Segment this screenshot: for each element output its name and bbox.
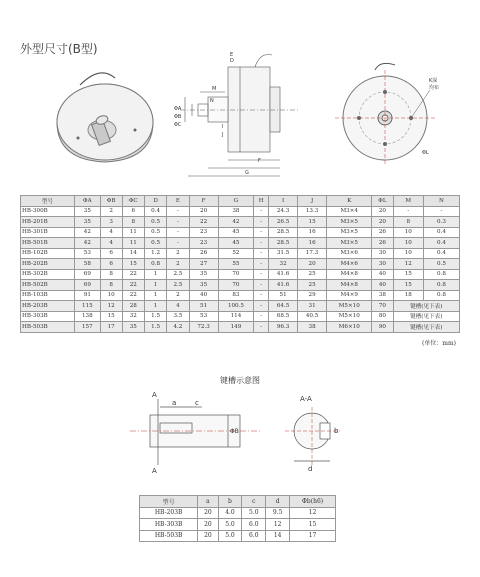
table-row — [21, 259, 460, 270]
front-view-drawing — [330, 60, 450, 170]
table-cell: 8 — [100, 280, 122, 291]
table-cell: 42 — [75, 227, 101, 238]
table-cell: 6 — [122, 206, 144, 217]
table-cell: 52 — [218, 248, 254, 259]
table-cell: 20 — [189, 206, 218, 217]
table-cell: 30 — [372, 248, 393, 259]
column-header: E — [167, 196, 189, 207]
table-cell: - — [167, 206, 189, 217]
table-cell: HB-501B — [21, 238, 75, 249]
table-row — [140, 519, 336, 531]
svg-text:D: D — [230, 58, 234, 64]
table-cell: 1.5 — [144, 322, 166, 333]
table-cell: 20 — [198, 530, 218, 542]
table-row — [21, 301, 460, 312]
key-label-phib: ΦB — [230, 428, 239, 435]
table-cell: 115 — [75, 301, 101, 312]
table-cell: 键槽(见下表) — [393, 301, 459, 312]
table-cell: 2.5 — [167, 269, 189, 280]
table-cell: 22 — [122, 280, 144, 291]
table-row — [21, 238, 460, 249]
column-header: d — [266, 496, 290, 508]
table-cell: 3.5 — [167, 311, 189, 322]
table-cell: 11 — [122, 238, 144, 249]
column-header: ΦL — [372, 196, 393, 207]
table-cell: M3×5 — [327, 238, 372, 249]
table-cell: 0.4 — [423, 238, 459, 249]
table-cell: M3×5 — [327, 217, 372, 228]
table-cell: 3 — [100, 217, 122, 228]
table-cell: 157 — [75, 322, 101, 333]
column-header: K — [327, 196, 372, 207]
table-cell: 25 — [298, 269, 327, 280]
table-cell: 70 — [218, 269, 254, 280]
table-row — [21, 269, 460, 280]
table-cell: 53 — [189, 311, 218, 322]
table-cell: 8 — [122, 217, 144, 228]
table-cell: 20 — [298, 259, 327, 270]
column-header: ΦB — [100, 196, 122, 207]
table-cell: 24.3 — [269, 206, 298, 217]
table-cell: 键槽(见下表) — [393, 311, 459, 322]
table-cell: 23 — [189, 227, 218, 238]
table-cell: M3×4 — [327, 206, 372, 217]
table-cell: M4×6 — [327, 259, 372, 270]
table-cell: M4×8 — [327, 269, 372, 280]
table-cell: 83 — [218, 290, 254, 301]
table-cell: 22 — [189, 217, 218, 228]
dimension-table — [20, 195, 460, 333]
table-cell: 15 — [122, 259, 144, 270]
table-cell: 2 — [167, 248, 189, 259]
keyway-title: 键槽示意图 — [220, 376, 260, 385]
table-cell: 32 — [122, 311, 144, 322]
keyway-table — [139, 495, 336, 542]
table-cell: 17.3 — [298, 248, 327, 259]
table-cell: 2 — [167, 290, 189, 301]
table-cell: HB-203B — [21, 301, 75, 312]
key-label-b: b — [334, 427, 339, 435]
unit-note: (单位：mm) — [421, 340, 456, 347]
table-cell: 58 — [75, 259, 101, 270]
table-cell: - — [254, 259, 269, 270]
table-cell: HB-502B — [21, 280, 75, 291]
table-cell: 0.5 — [423, 259, 459, 270]
table-cell: 18 — [393, 290, 423, 301]
table-cell: 96.3 — [269, 322, 298, 333]
table-row — [21, 206, 460, 217]
table-cell: 32 — [269, 259, 298, 270]
column-header: M — [393, 196, 423, 207]
table-cell: 26 — [372, 238, 393, 249]
table-cell: M6×10 — [327, 322, 372, 333]
table-row — [21, 280, 460, 291]
table-cell: 12 — [393, 259, 423, 270]
table-row — [21, 290, 460, 301]
table-cell: 26 — [372, 227, 393, 238]
table-cell: 0.4 — [423, 248, 459, 259]
table-cell: 41.6 — [269, 280, 298, 291]
table-cell: 90 — [372, 322, 393, 333]
table-cell: 72.3 — [189, 322, 218, 333]
table-cell: 28.5 — [269, 238, 298, 249]
table-cell: 4.0 — [218, 507, 242, 519]
column-header: a — [198, 496, 218, 508]
table-cell: - — [254, 311, 269, 322]
svg-text:ΦC: ΦC — [174, 122, 182, 128]
table-cell: 11 — [122, 227, 144, 238]
column-header: c — [242, 496, 266, 508]
table-cell: 12 — [266, 519, 290, 531]
column-header: D — [144, 196, 166, 207]
table-cell: 12 — [100, 301, 122, 312]
table-cell: 38 — [372, 290, 393, 301]
table-cell: 45 — [218, 238, 254, 249]
column-header: N — [423, 196, 459, 207]
table-cell: 6 — [100, 248, 122, 259]
table-row — [21, 227, 460, 238]
table-cell: M4×8 — [327, 280, 372, 291]
column-header: G — [218, 196, 254, 207]
table-cell: 40.5 — [298, 311, 327, 322]
column-header: I — [269, 196, 298, 207]
table-cell: 4.2 — [167, 322, 189, 333]
table-cell: 6.0 — [242, 530, 266, 542]
table-cell: 4 — [100, 227, 122, 238]
table-cell: HB-202B — [21, 259, 75, 270]
table-cell: 1 — [144, 301, 166, 312]
column-header: b — [218, 496, 242, 508]
table-cell: - — [423, 206, 459, 217]
table-cell: 0.8 — [423, 290, 459, 301]
table-cell: 35 — [75, 217, 101, 228]
table-cell: 51 — [189, 301, 218, 312]
table-cell: 26.5 — [269, 217, 298, 228]
side-view-drawing — [170, 52, 310, 182]
table-cell: 2 — [100, 206, 122, 217]
table-cell: 35 — [122, 322, 144, 333]
table-cell: HB-102B — [21, 248, 75, 259]
table-cell: 9.5 — [266, 507, 290, 519]
section-aa-label: A-A — [300, 395, 312, 403]
table-cell: 20 — [372, 206, 393, 217]
svg-text:J: J — [222, 132, 224, 138]
table-cell: - — [167, 227, 189, 238]
table-row — [140, 530, 336, 542]
table-row — [140, 507, 336, 519]
table-cell: - — [254, 238, 269, 249]
table-cell: 80 — [372, 311, 393, 322]
table-cell: 53 — [75, 248, 101, 259]
table-cell: 10 — [393, 248, 423, 259]
svg-text:E: E — [230, 52, 234, 58]
table-cell: 138 — [75, 311, 101, 322]
table-cell: 15 — [393, 280, 423, 291]
table-cell: - — [254, 206, 269, 217]
table-cell: HB-300B — [21, 206, 75, 217]
table-cell: 1 — [144, 269, 166, 280]
key-label-d: d — [308, 465, 313, 473]
table-cell: 15 — [290, 519, 336, 531]
table-cell: 12 — [290, 507, 336, 519]
table-cell: HB-503B — [140, 530, 198, 542]
svg-text:G: G — [245, 170, 249, 176]
table-cell: 41.6 — [269, 269, 298, 280]
table-cell: - — [254, 269, 269, 280]
table-cell: 0.8 — [423, 269, 459, 280]
column-header: ΦC — [122, 196, 144, 207]
table-cell: 0.4 — [144, 206, 166, 217]
table-row — [21, 311, 460, 322]
table-cell: 40 — [189, 290, 218, 301]
table-cell: 14 — [122, 248, 144, 259]
table-cell: 16 — [298, 227, 327, 238]
table-cell: 2 — [167, 259, 189, 270]
table-cell: 40 — [372, 280, 393, 291]
table-cell: - — [254, 322, 269, 333]
table-cell: 22 — [122, 290, 144, 301]
svg-text:I: I — [222, 124, 224, 130]
section-a-top: A — [152, 391, 157, 399]
table-cell: M3×5 — [327, 227, 372, 238]
table-cell: M5×10 — [327, 301, 372, 312]
column-header: ΦA — [75, 196, 101, 207]
table-cell: 23 — [189, 238, 218, 249]
table-cell: - — [254, 301, 269, 312]
table-cell: - — [254, 227, 269, 238]
table-cell: 149 — [218, 322, 254, 333]
svg-text:M: M — [212, 86, 217, 92]
table-cell: 0.3 — [423, 217, 459, 228]
table-cell: 29 — [298, 290, 327, 301]
table-cell: 38 — [298, 322, 327, 333]
column-header: H — [254, 196, 269, 207]
table-cell: HB-303B — [21, 311, 75, 322]
table-cell: 22 — [122, 269, 144, 280]
table-cell: 4 — [100, 238, 122, 249]
page-title: 外型尺寸(B型) — [20, 42, 98, 56]
table-cell: 27 — [189, 259, 218, 270]
table-cell: 8 — [100, 269, 122, 280]
table-cell: M3×6 — [327, 248, 372, 259]
table-cell: 1 — [144, 290, 166, 301]
table-cell: 0.4 — [423, 227, 459, 238]
table-cell: - — [167, 217, 189, 228]
table-cell: 10 — [100, 290, 122, 301]
table-cell: 1 — [144, 280, 166, 291]
table-cell: 10 — [393, 238, 423, 249]
column-header: 型号 — [21, 196, 75, 207]
table-cell: 114 — [218, 311, 254, 322]
table-cell: 28.5 — [269, 227, 298, 238]
table-cell: 51 — [269, 290, 298, 301]
table-cell: HB-503B — [21, 322, 75, 333]
table-cell: 6.0 — [242, 519, 266, 531]
table-cell: 28 — [122, 301, 144, 312]
table-cell: 10 — [393, 227, 423, 238]
table-cell: 4 — [167, 301, 189, 312]
table-cell: 45 — [218, 227, 254, 238]
table-cell: 26 — [189, 248, 218, 259]
table-cell: 15 — [100, 311, 122, 322]
table-cell: 20 — [198, 507, 218, 519]
table-cell: 5.0 — [242, 507, 266, 519]
table-cell: 13.3 — [298, 206, 327, 217]
table-row — [21, 322, 460, 333]
table-cell: - — [254, 290, 269, 301]
column-header: F — [189, 196, 218, 207]
table-cell: 0.8 — [144, 259, 166, 270]
table-cell: 70 — [372, 301, 393, 312]
table-cell: 31 — [298, 301, 327, 312]
table-cell: 70 — [218, 280, 254, 291]
table-cell: 42 — [218, 217, 254, 228]
k-depth-label: K深 — [429, 78, 438, 84]
column-header: Φb(h6) — [290, 496, 336, 508]
table-cell: 14 — [266, 530, 290, 542]
table-cell: - — [254, 217, 269, 228]
table-cell: 64.5 — [269, 301, 298, 312]
table-cell: 6 — [100, 259, 122, 270]
table-cell: 17 — [290, 530, 336, 542]
table-cell: HB-203B — [140, 507, 198, 519]
key-label-c: c — [195, 399, 199, 407]
table-cell: HB-302B — [21, 269, 75, 280]
table-cell: - — [167, 238, 189, 249]
table-cell: 69 — [75, 269, 101, 280]
table-cell: 68.5 — [269, 311, 298, 322]
table-row — [21, 217, 460, 228]
table-cell: 16 — [298, 238, 327, 249]
key-label-a: a — [172, 399, 177, 407]
table-cell: M4×9 — [327, 290, 372, 301]
table-cell: 0.8 — [423, 280, 459, 291]
table-cell: 20 — [198, 519, 218, 531]
table-cell: 25 — [298, 280, 327, 291]
table-cell: 5.0 — [218, 519, 242, 531]
table-cell: 35 — [189, 269, 218, 280]
table-cell: 35 — [75, 206, 101, 217]
table-cell: 1.2 — [144, 248, 166, 259]
svg-text:N: N — [210, 98, 214, 104]
table-cell: 0.5 — [144, 217, 166, 228]
table-cell: HB-103B — [21, 290, 75, 301]
table-cell: 69 — [75, 280, 101, 291]
table-cell: HB-303B — [140, 519, 198, 531]
table-cell: 31.5 — [269, 248, 298, 259]
svg-text:F: F — [258, 158, 261, 164]
table-cell: 5.0 — [218, 530, 242, 542]
evenly-distributed-label: 均布 — [429, 85, 440, 91]
table-cell: 17 — [100, 322, 122, 333]
table-cell: 35 — [189, 280, 218, 291]
keyway-diagram — [120, 385, 360, 475]
column-header: 型号 — [140, 496, 198, 508]
table-cell: - — [254, 248, 269, 259]
table-cell: M5×10 — [327, 311, 372, 322]
table-cell: 30 — [372, 259, 393, 270]
table-cell: 0.5 — [144, 227, 166, 238]
section-a-bottom: A — [152, 467, 157, 475]
table-header-row — [21, 196, 460, 207]
svg-text:ΦA: ΦA — [174, 106, 182, 112]
table-cell: - — [393, 206, 423, 217]
table-cell: 55 — [218, 259, 254, 270]
svg-text:ΦB: ΦB — [174, 114, 182, 120]
table-cell: 2.5 — [167, 280, 189, 291]
table-cell: 42 — [75, 238, 101, 249]
table-row — [21, 248, 460, 259]
table-cell: 91 — [75, 290, 101, 301]
table-cell: 15 — [393, 269, 423, 280]
table-cell: 20 — [372, 217, 393, 228]
table-cell: 1.5 — [144, 311, 166, 322]
table-cell: 8 — [393, 217, 423, 228]
table-cell: - — [254, 280, 269, 291]
table-cell: 100.5 — [218, 301, 254, 312]
table-cell: 键槽(见下表) — [393, 322, 459, 333]
table-cell: 0.5 — [144, 238, 166, 249]
table-cell: HB-301B — [21, 227, 75, 238]
column-header: J — [298, 196, 327, 207]
phi-l-label: ΦL — [422, 150, 429, 156]
motor-3d-drawing — [40, 60, 170, 170]
table-cell: HB-201B — [21, 217, 75, 228]
table-cell: 38 — [218, 206, 254, 217]
key-table-header-row — [140, 496, 336, 508]
table-cell: 15 — [298, 217, 327, 228]
table-cell: 40 — [372, 269, 393, 280]
